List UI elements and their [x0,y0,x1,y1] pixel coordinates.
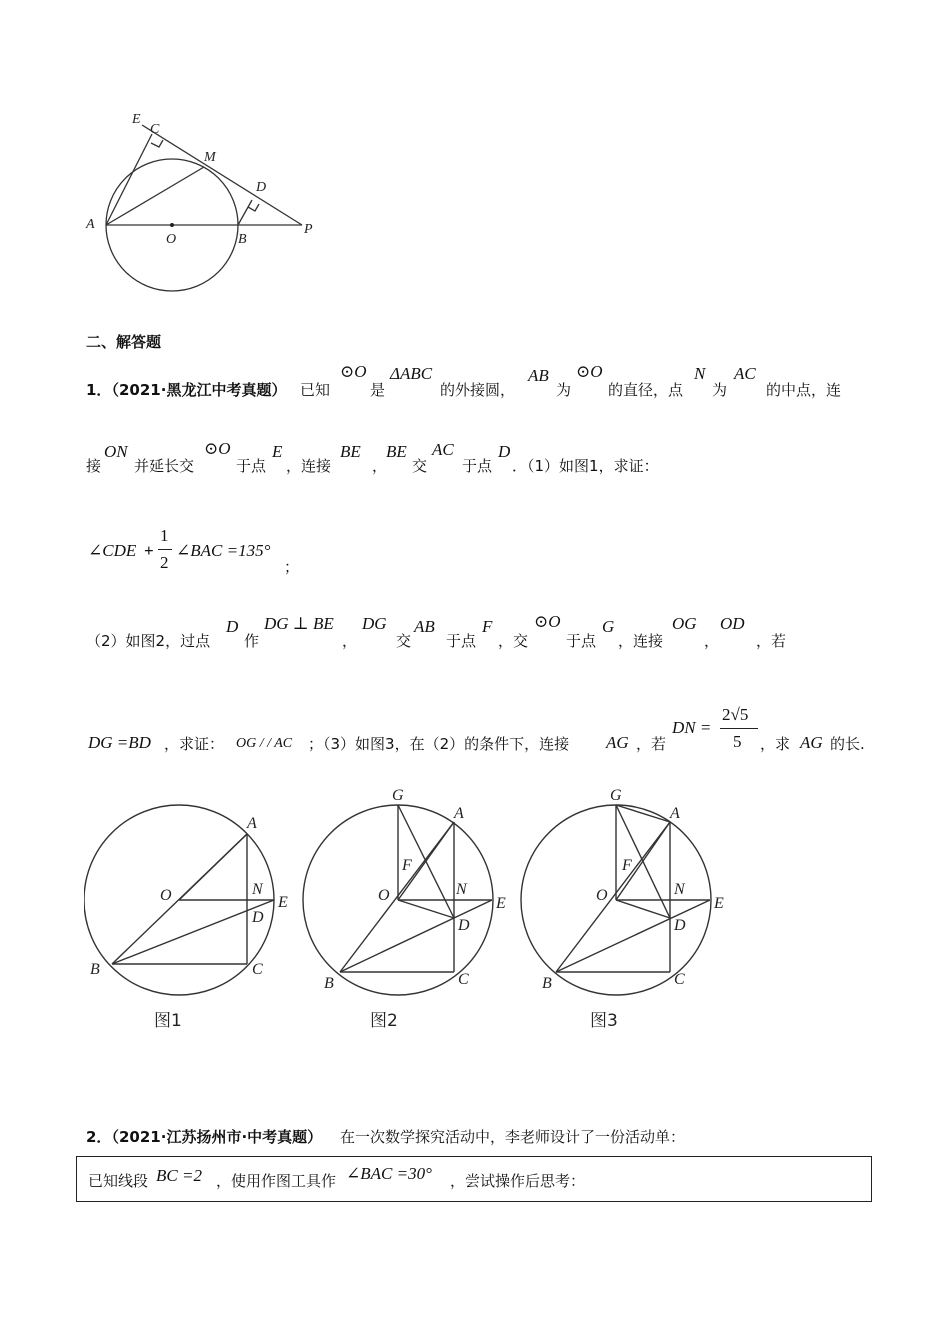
math-ag-2: AG [800,733,823,752]
math-d: D [498,442,511,461]
top-geometry-figure [80,105,330,305]
label-p: P [304,222,313,237]
label-d: D [256,180,267,195]
math-angle-bac-30: ∠BAC =30° [346,1164,432,1183]
right-angle-c [151,140,163,147]
fig3-label-n: N [674,881,685,898]
fig2-od [398,900,454,918]
fig3-label-g: G [610,787,622,804]
label-a: A [86,217,95,232]
eq1-frac-bar [158,549,172,550]
math-be-2: BE [386,442,407,461]
center-dot [170,223,174,227]
fig2-label-n: N [456,881,467,898]
label-c: C [150,122,160,137]
math-ac-2: AC [432,440,454,459]
math-og: OG [672,614,697,633]
fig1-be [112,900,274,964]
fig3-label-f: F [622,857,632,874]
fig2-be [340,900,492,972]
fig2-label-a: A [454,805,464,822]
q1-number: 1． [86,381,112,399]
math-dg-perp-be: DG ⊥ BE [264,614,334,633]
fig3-be [556,900,710,972]
q1-source: （2021·黑龙江中考真题） [104,381,287,399]
fig2-caption: 图2 [370,1011,398,1031]
math-g: G [602,617,615,636]
math-ab-2: AB [414,617,435,636]
fig2-label-d: D [458,917,470,934]
fig3-label-d: D [674,917,686,934]
segment-bd [238,200,252,225]
fig3-ga [616,805,670,822]
tangent-line-ep [142,125,302,225]
fig1-label-o: O [160,887,172,904]
math-be: BE [340,442,361,461]
fig1-label-c: C [252,961,263,978]
math-circle-o-3: ⊙O [204,439,231,458]
frac-num-2sqrt5: 2√5 [722,705,749,724]
fig1-label-a: A [247,815,257,832]
fig3-label-a: A [670,805,680,822]
figure-3 [518,784,738,1040]
fig1-label-e: E [278,894,288,911]
fig3-od [616,900,670,918]
math-ac: AC [734,364,756,383]
fig2-ba [340,822,454,972]
fig1-label-b: B [90,961,100,978]
math-on: ON [104,442,128,461]
fig2-label-g: G [392,787,404,804]
math-ag: AG [606,733,629,752]
q2-number: 2． [86,1128,112,1146]
fig3-ba [556,822,670,972]
math-dn-eq: DN = [672,718,712,737]
eq1-frac-den: 2 [160,553,169,572]
fig3-label-e: E [714,895,724,912]
frac-den-5: 5 [733,732,742,751]
math-dg: DG [362,614,387,633]
fig3-label-c: C [674,971,685,988]
eq1-angle-bac: ∠BAC =135° [176,541,271,560]
fig2-label-f: F [402,857,412,874]
fig2-label-e: E [496,895,506,912]
math-circle-o-2: ⊙O [576,362,603,381]
label-b: B [238,232,247,247]
label-o: O [166,232,177,247]
fig3-caption: 图3 [590,1011,618,1031]
math-e: E [272,442,283,461]
math-f: F [482,617,493,636]
fig1-label-n: N [252,881,263,898]
math-bc-eq-2: BC =2 [156,1166,202,1185]
frac-bar [720,728,758,729]
fig1-ba [112,834,247,964]
eq1-frac-num: 1 [160,526,169,545]
fig3-label-o: O [596,887,608,904]
math-d-2: D [226,617,239,636]
math-ab: AB [528,366,549,385]
math-circle-o: ⊙O [340,362,367,381]
figure-1 [84,800,304,1040]
fig2-label-c: C [458,971,469,988]
section-heading: 二、解答题 [86,333,162,351]
q2-source: （2021·江苏扬州市·中考真题） [104,1128,323,1146]
fig1-caption: 图1 [154,1011,182,1031]
fig1-label-d: D [252,909,264,926]
math-n: N [694,364,706,383]
label-m: M [204,150,216,165]
fig2-label-b: B [324,975,334,992]
math-dg-eq-bd: DG =BD [88,733,151,752]
math-od: OD [720,614,745,633]
math-og-parallel-ac: OG / / AC [236,736,293,751]
fig3-label-b: B [542,975,552,992]
figure-2 [300,784,520,1040]
q2-text: 在一次数学探究活动中，李老师设计了一份活动单： [340,1128,686,1146]
fig2-label-o: O [378,887,390,904]
math-triangle-abc: ΔABC [390,364,433,383]
label-e: E [132,112,141,127]
eq1-angle-cde: ∠CDE [88,541,137,560]
math-circle-o-4: ⊙O [534,612,561,631]
